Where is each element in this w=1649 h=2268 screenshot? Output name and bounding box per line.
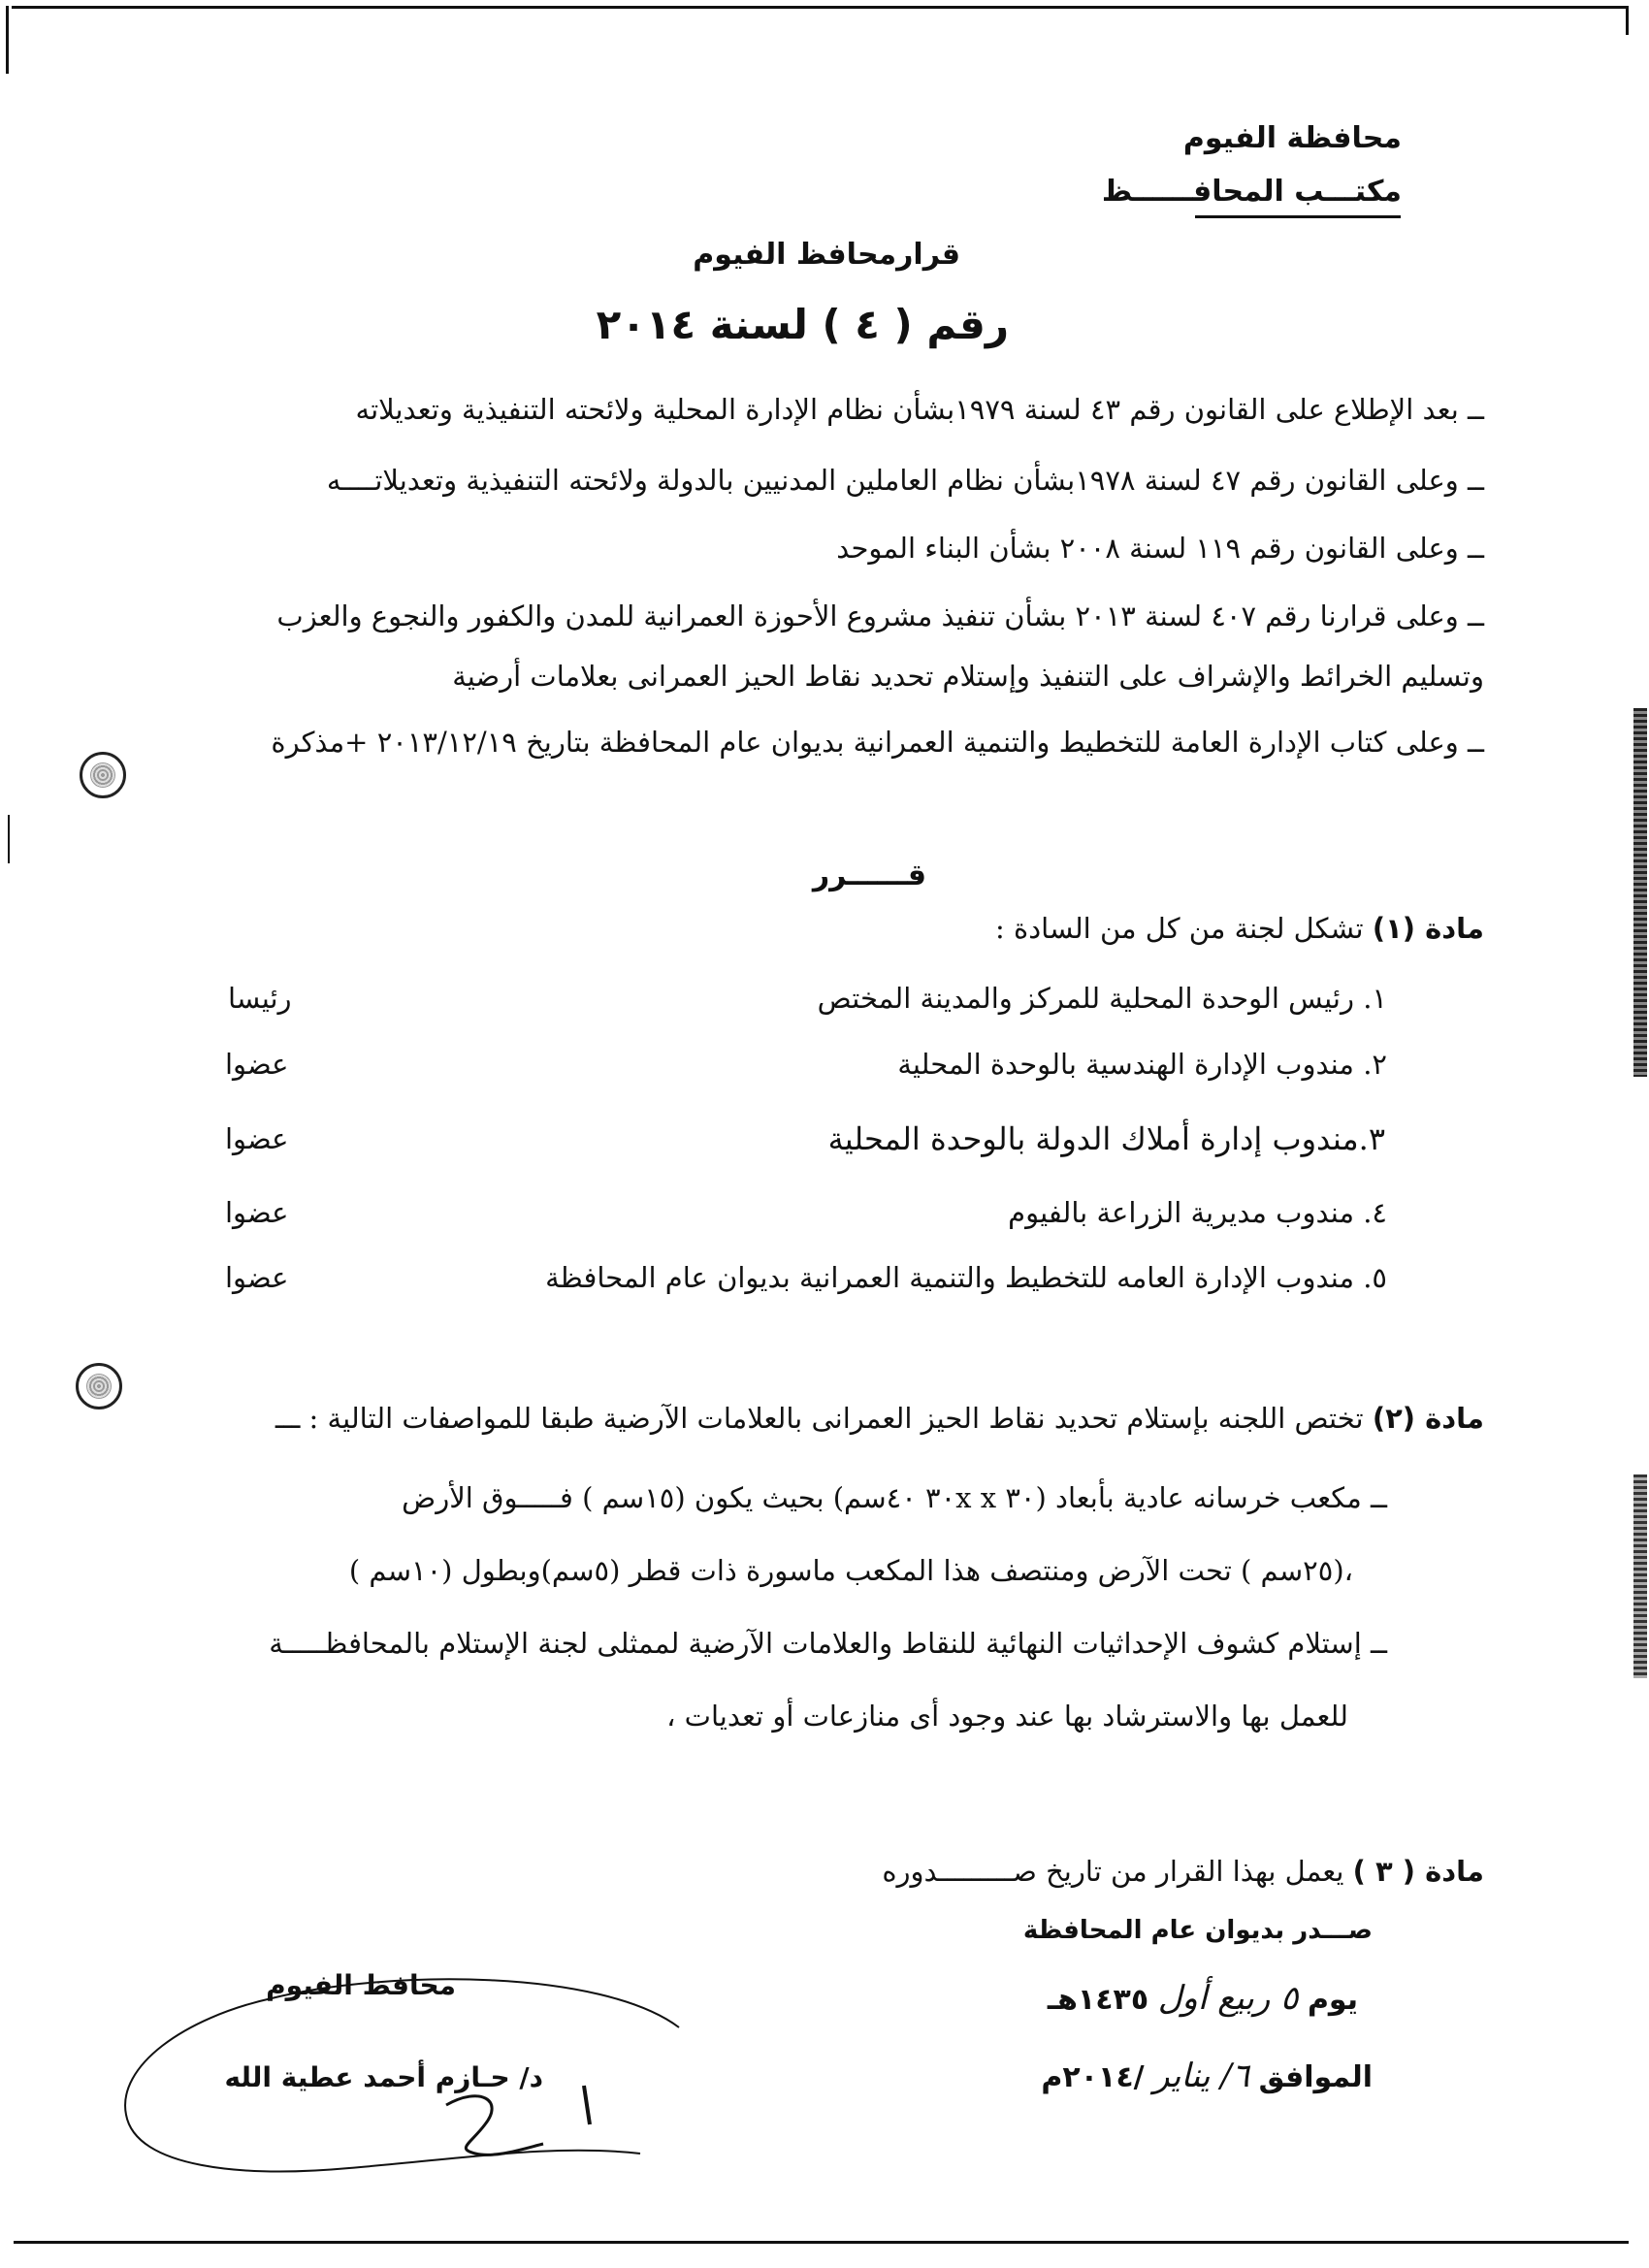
signature-title: محافظ الفيوم [266, 1969, 456, 2001]
article2-text: تختص اللجنه بإستلام تحديد نقاط الحيز العمرانى بالعلامات الآرضية طبقا للمواصفات التالية : ـــ [275, 1402, 1364, 1435]
member-1: ١. رئيس الوحدة المحلية للمركز والمدينة المختص [817, 982, 1387, 1015]
punch-hole-top [80, 752, 126, 798]
article3-label: مادة ( ٣ ) [1352, 1855, 1484, 1888]
issued-at: صـــدر بديوان عام المحافظة [1022, 1916, 1373, 1945]
member-5: ٥. مندوب الإدارة العامه للتخطيط والتنمية العمرانية بديوان عام المحافظة [545, 1261, 1387, 1294]
decree-number: رقم ( ٤ ) لسنة ٢٠١٤ [596, 301, 1009, 348]
corresponding-prefix: الموافق [1258, 2060, 1373, 2094]
member-3-role: عضوا [225, 1122, 289, 1155]
office-underline [1195, 215, 1401, 218]
article3-text: يعمل بهذا القرار من تاريخ صـــــــــدوره [882, 1855, 1344, 1888]
gregorian-handwritten: ٦/ يناير [1153, 2057, 1250, 2095]
left-border-mark [8, 815, 10, 863]
scan-edge-strip-top [1633, 708, 1647, 1077]
office-heading: مكتـــب المحافــــــظ [1101, 175, 1402, 209]
preamble-line-6: ــ وعلى كتاب الإدارة العامة للتخطيط والتنمية العمرانية بديوان عام المحافظة بتاريخ ٢٠١٣/١٢/١٩ +مذكرة [271, 726, 1484, 759]
bottom-border [14, 2241, 1629, 2244]
article1-line [995, 912, 1484, 945]
gregorian-printed: /٢٠١٤م [1041, 2060, 1145, 2094]
article2-line [275, 1402, 1484, 1435]
article2-spec-2: ،(٢٥سم ) تحت الآرض ومنتصف هذا المكعب ماسورة ذات قطر (٥سم)وبطول (١٠سم ) [348, 1554, 1353, 1587]
member-2: ٢. مندوب الإدارة الهندسية بالوحدة المحلية [897, 1048, 1387, 1081]
preamble-line-4: ــ وعلى قرارنا رقم ٤٠٧ لسنة ٢٠١٣ بشأن تنفيذ مشروع الأحوزة العمرانية للمدن والكفور والنجوع والعزب [276, 599, 1484, 632]
member-1-role: رئيسا [228, 982, 292, 1015]
preamble-line-2: ــ وعلى القانون رقم ٤٧ لسنة ١٩٧٨بشأن نظام العاملين المدنيين بالدولة ولائحته التنفيذية وتعديلاتــــه [326, 464, 1484, 497]
top-border [12, 6, 1627, 9]
day-prefix: يوم [1307, 1983, 1358, 2017]
article3-line [882, 1855, 1484, 1888]
hijri-date-line [1048, 1979, 1358, 2018]
left-border [6, 6, 9, 74]
member-3: ٣.مندوب إدارة أملاك الدولة بالوحدة المحلية [827, 1120, 1385, 1157]
governorate-heading: محافظة الفيوم [1182, 121, 1402, 155]
member-4-role: عضوا [225, 1196, 289, 1229]
member-4: ٤. مندوب مديرية الزراعة بالفيوم [1008, 1196, 1387, 1229]
signature-name: د/ حـازم أحمد عطية الله [224, 2061, 543, 2093]
hijri-printed: ١٤٣٥هـ [1047, 1983, 1149, 2017]
decides-heading: قــــــرر [812, 859, 926, 892]
article2-label: مادة (٢) [1372, 1402, 1484, 1435]
preamble-line-5: وتسليم الخرائط والإشراف على التنفيذ وإستلام تحديد نقاط الحيز العمرانى بعلامات أرضية [452, 660, 1484, 693]
member-5-role: عضوا [225, 1261, 289, 1294]
article2-spec-3: ــ إستلام كشوف الإحداثيات النهائية للنقاط والعلامات الآرضية لممثلى لجنة الإستلام بالمحافظـــــة [269, 1627, 1387, 1660]
scan-edge-strip-bottom [1633, 1474, 1647, 1678]
article2-spec-4: للعمل بها والاسترشاد بها عند وجود أى منازعات أو تعديات ، [666, 1700, 1348, 1733]
preamble-line-1: ــ بعد الإطلاع على القانون رقم ٤٣ لسنة ١٩٧٩بشأن نظام الإدارة المحلية ولائحته التنفيذية وتعديلاته [355, 393, 1484, 426]
decree-title: قرارمحافظ الفيوم [693, 238, 960, 272]
article1-label: مادة (١) [1372, 912, 1484, 945]
right-border [1626, 6, 1629, 35]
preamble-line-3: ــ وعلى القانون رقم ١١٩ لسنة ٢٠٠٨ بشأن البناء الموحد [836, 532, 1484, 565]
article1-text: تشكل لجنة من كل من السادة : [995, 912, 1364, 945]
gregorian-date-line [1041, 2057, 1373, 2095]
hijri-handwritten: ٥ ربيع أول [1157, 1979, 1299, 2018]
member-2-role: عضوا [225, 1048, 289, 1081]
punch-hole-bottom [76, 1363, 122, 1409]
article2-spec-1: ــ مكعب خرسانه عادية بأبعاد (٣٠ x ٣٠x ٤٠سم) بحيث يكون (١٥سم ) فـــــوق الأرض [402, 1481, 1387, 1514]
